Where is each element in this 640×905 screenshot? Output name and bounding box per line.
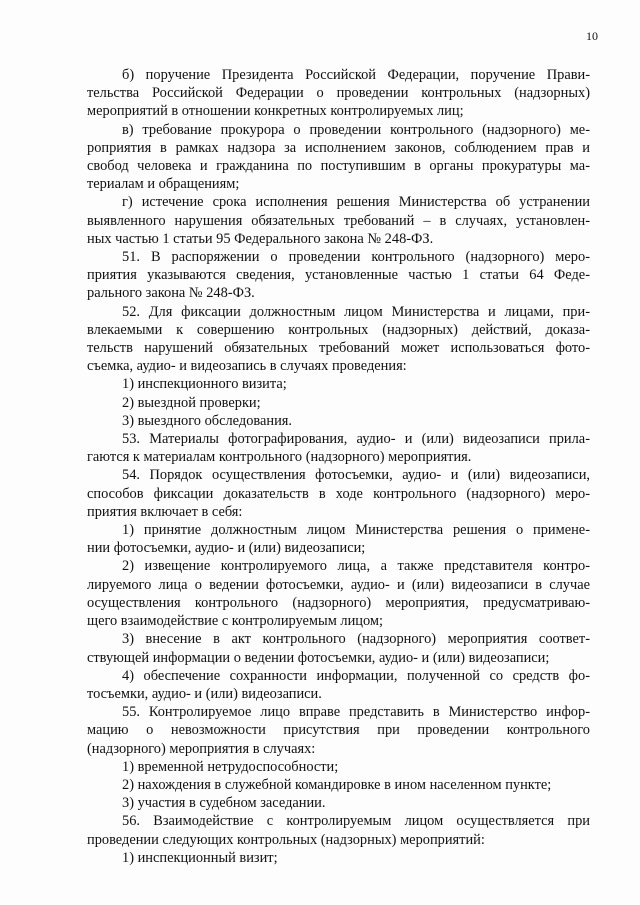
paragraph-53 <box>87 430 590 466</box>
text-line: мацию о невозможности присутствия при проведении контрольного <box>87 722 590 739</box>
paragraph-54-2 <box>87 557 590 630</box>
text-line: осуществления контрольного (надзорного) мероприятия, предусматриваю- <box>87 594 590 611</box>
text-line: 2) нахождения в служебной командировке в ином населенном пункте; <box>122 776 552 793</box>
text-line: приятия указываются сведения, установленные частью 1 статьи 64 Феде- <box>87 267 590 284</box>
text-line: 1) принятие должностным лицом Министерства решения о примене- <box>122 522 590 539</box>
text-line: 4) обеспечение сохранности информации, полученной со средств фо- <box>122 667 590 684</box>
paragraph-56 <box>87 812 590 848</box>
text-line: ствующей информации о ведении фотосъемки, аудио- и (или) видеозаписи; <box>87 649 550 666</box>
paragraph-51 <box>87 248 590 303</box>
text-line: 54. Порядок осуществления фотосъемки, аудио- и (или) видеозаписи, <box>122 467 590 484</box>
text-line: 56. Взаимодействие с контролируемым лицом осуществляется при <box>122 813 590 830</box>
text-line: 2) выездной проверки; <box>122 394 261 411</box>
text-line: гаются к материалам контрольного (надзорного) мероприятия. <box>87 449 472 466</box>
paragraph-54 <box>87 466 590 521</box>
text-line: проведении следующих контрольных (надзорных) мероприятий: <box>87 831 485 848</box>
text-line: щего взаимодействие с контролируемым лицом; <box>87 613 384 630</box>
text-line: свобод человека и гражданина по поступившим в органы прокуратуры ма- <box>87 158 590 175</box>
text-line: выявленного нарушения обязательных требований – в случаях, установлен- <box>87 212 590 229</box>
text-line: 51. В распоряжении о проведении контрольного (надзорного) меро- <box>122 249 590 266</box>
paragraph-55-1 <box>87 758 590 776</box>
paragraph-54-3 <box>87 630 590 666</box>
text-line: рального закона № 248-ФЗ. <box>87 285 255 302</box>
text-line: тельства Российской Федерации о проведении контрольных (надзорных) <box>87 85 590 102</box>
text-line: лируемого лица о ведении фотосъемки, аудио- и (или) видеозаписи в случае <box>87 576 590 593</box>
text-line: 55. Контролируемое лицо вправе представить в Министерство инфор- <box>122 704 590 721</box>
text-line: тосъемки, аудио- и (или) видеозаписи. <box>87 685 322 702</box>
text-line: ных частью 1 статьи 95 Федерального закона № 248-ФЗ. <box>87 230 434 247</box>
text-line: (надзорного) мероприятия в случаях: <box>87 740 316 757</box>
paragraph-52-2 <box>87 394 590 412</box>
text-line: г) истечение срока исполнения решения Министерства об устранении <box>122 194 590 211</box>
paragraph-g <box>87 193 590 248</box>
text-line: способов фиксации доказательств в ходе контрольного (надзорного) меро- <box>87 485 590 502</box>
paragraph-56-1 <box>87 849 590 867</box>
paragraph-54-4 <box>87 667 590 703</box>
text-line: тельств нарушений обязательных требований может использоваться фото- <box>87 340 590 357</box>
document-body <box>87 66 590 867</box>
text-line: 53. Материалы фотографирования, аудио- и (или) видеозаписи прила- <box>122 431 590 448</box>
text-line: в) требование прокурора о проведении контрольного (надзорного) ме- <box>122 121 590 138</box>
text-line: 1) временной нетрудоспособности; <box>122 758 339 775</box>
text-line: 1) инспекционный визит; <box>122 849 278 866</box>
text-line: 2) извещение контролируемого лица, а также представителя контро- <box>122 558 590 575</box>
text-line: нии фотосъемки, аудио- и (или) видеозаписи; <box>87 540 366 557</box>
text-line: приятия включает в себя: <box>87 503 243 520</box>
text-line: б) поручение Президента Российской Федерации, поручение Прави- <box>122 67 590 83</box>
text-line: 1) инспекционного визита; <box>122 376 287 393</box>
paragraph-52-1 <box>87 375 590 393</box>
text-line: влекаемыми к совершению контрольных (надзорных) действий, доказа- <box>87 321 590 338</box>
text-line: териалам и обращениям; <box>87 176 240 193</box>
text-line: 3) внесение в акт контрольного (надзорного) мероприятия соответ- <box>122 631 590 648</box>
text-line: роприятия в рамках надзора за исполнением законов, соблюдением прав и <box>87 139 590 156</box>
paragraph-v <box>87 121 590 194</box>
paragraph-55-3 <box>87 794 590 812</box>
page-number: 10 <box>586 29 598 43</box>
text-line: 3) выездного обследования. <box>122 412 293 429</box>
paragraph-55-2 <box>87 776 590 794</box>
paragraph-54-1 <box>87 521 590 557</box>
text-line: 52. Для фиксации должностным лицом Министерства и лицами, при- <box>122 303 590 320</box>
text-line: 3) участия в судебном заседании. <box>122 795 326 812</box>
text-line: мероприятий в отношении конкретных контролируемых лиц; <box>87 103 464 120</box>
paragraph-52-3 <box>87 412 590 430</box>
paragraph-55 <box>87 703 590 758</box>
text-line: съемка, аудио- и видеозапись в случаях проведения: <box>87 358 407 375</box>
paragraph-b <box>87 66 590 121</box>
paragraph-52 <box>87 303 590 376</box>
